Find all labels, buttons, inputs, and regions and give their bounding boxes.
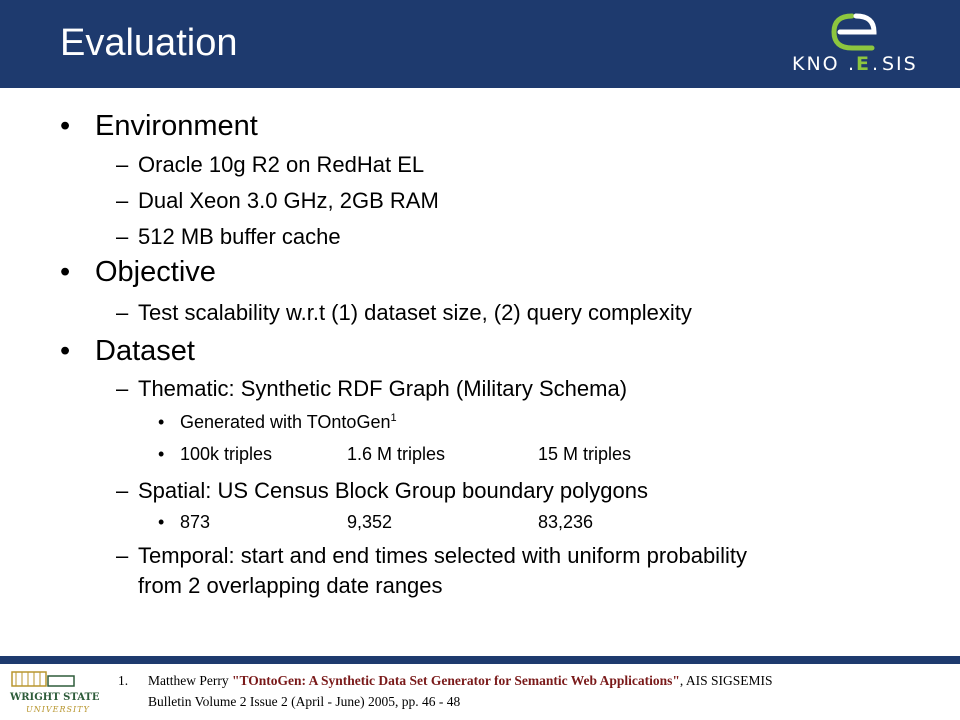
footnote-author: Matthew Perry xyxy=(148,673,232,688)
svg-text:SIS: SIS xyxy=(882,53,918,75)
size-cell: 83,236 xyxy=(538,512,594,532)
dash: – xyxy=(116,543,129,568)
generated-text: Generated with TOntoGen xyxy=(180,412,391,432)
dash: – xyxy=(116,478,129,503)
dataset-temporal-line1: Temporal: start and end times selected with uniform probability xyxy=(138,543,747,568)
footnote-rest1: , AIS SIGSEMIS xyxy=(679,673,773,688)
environment-item: Dual Xeon 3.0 GHz, 2GB RAM xyxy=(138,188,439,213)
dash: – xyxy=(116,152,129,177)
wsu-line1: WRIGHT STATE xyxy=(10,692,100,703)
size-cell: 100k triples xyxy=(180,444,273,464)
dataset-temporal-line2: from 2 overlapping date ranges xyxy=(138,573,443,598)
environment-item: 512 MB buffer cache xyxy=(138,224,341,249)
slide-title: Evaluation xyxy=(60,22,238,64)
footnote-text xyxy=(148,670,948,712)
footnote-ref: 1 xyxy=(390,412,397,424)
footnote-paper: "TOntoGen: A Synthetic Data Set Generator for Semantic Web Applications" xyxy=(231,673,680,688)
dash: – xyxy=(116,376,129,401)
size-cell: 9,352 xyxy=(347,512,393,532)
dataset-generated xyxy=(180,412,397,433)
dataset-spatial: Spatial: US Census Block Group boundary polygons xyxy=(138,478,648,503)
sub-bullet: • xyxy=(158,444,165,464)
heading-objective: Objective xyxy=(95,256,216,288)
size-cell: 1.6 M triples xyxy=(347,444,446,464)
heading-dataset: Dataset xyxy=(95,335,195,367)
bullet-dot: • xyxy=(60,110,71,142)
objective-item: Test scalability w.r.t (1) dataset size, (2) query complexity xyxy=(138,300,692,325)
svg-text:E: E xyxy=(856,53,869,75)
svg-text:.: . xyxy=(872,53,879,75)
svg-text:.: . xyxy=(848,53,855,75)
size-cell: 873 xyxy=(180,512,211,532)
footer-divider xyxy=(0,656,960,664)
sub-bullet: • xyxy=(158,512,165,532)
dash: – xyxy=(116,300,129,325)
sub-bullet: • xyxy=(158,412,165,432)
bullet-dot: • xyxy=(60,335,71,367)
footnote-rest2: Bulletin Volume 2 Issue 2 (April - June) 2005, pp. 46 - 48 xyxy=(148,694,461,709)
size-cell: 15 M triples xyxy=(538,444,632,464)
environment-item: Oracle 10g R2 on RedHat EL xyxy=(138,152,425,177)
dataset-thematic: Thematic: Synthetic RDF Graph (Military Schema) xyxy=(138,376,628,401)
dash: – xyxy=(116,224,129,249)
svg-text:KNO: KNO xyxy=(792,53,840,75)
bullet-dot: • xyxy=(60,256,71,288)
wright-state-logo xyxy=(8,666,100,720)
dash: – xyxy=(116,188,129,213)
heading-environment: Environment xyxy=(95,110,258,142)
wsu-line2: UNIVERSITY xyxy=(26,705,90,714)
footnote-number: 1. xyxy=(118,673,129,688)
